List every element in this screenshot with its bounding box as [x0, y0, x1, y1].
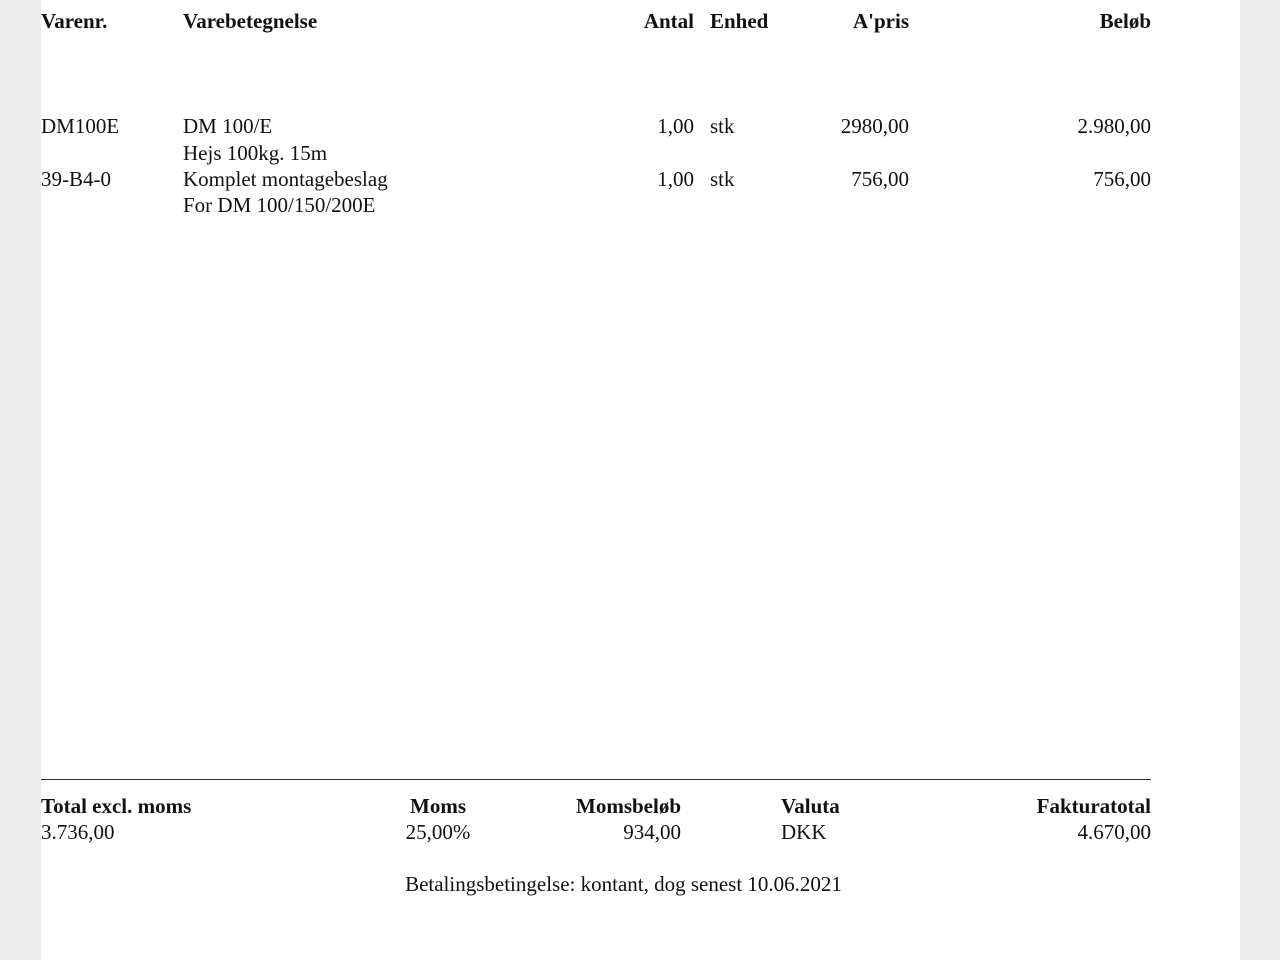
line-quantity: 1,00 — [657, 167, 694, 191]
line-unit: stk — [710, 167, 735, 191]
line-item-no: DM100E — [41, 114, 120, 138]
line-description: DM 100/E — [183, 114, 273, 138]
invoice-total-value: 4.670,00 — [1077, 820, 1151, 844]
vat-label: Moms — [410, 794, 466, 818]
line-item-no: 39-B4-0 — [41, 167, 111, 191]
line-amount: 756,00 — [1093, 167, 1151, 191]
header-description: Varebetegnelse — [183, 9, 318, 33]
header-unit: Enhed — [710, 9, 769, 33]
payment-terms: Betalingsbetingelse: kontant, dog senest 10.06.2021 — [405, 872, 842, 896]
header-amount: Beløb — [1099, 9, 1151, 33]
totals-divider — [41, 779, 1151, 780]
currency-label: Valuta — [781, 794, 840, 818]
invoice-total-label: Fakturatotal — [1036, 794, 1151, 818]
vat-rate-value: 25,00% — [405, 820, 471, 844]
line-unit: stk — [710, 114, 735, 138]
vat-amount-label: Momsbeløb — [576, 794, 681, 818]
line-quantity: 1,00 — [657, 114, 694, 138]
currency-value: DKK — [781, 820, 827, 844]
total-excl-vat-label: Total excl. moms — [41, 794, 192, 818]
line-unit-price: 2980,00 — [840, 114, 909, 138]
header-unit-price: A'pris — [852, 9, 909, 33]
vat-amount-value: 934,00 — [623, 820, 681, 844]
line-amount: 2.980,00 — [1077, 114, 1151, 138]
line-unit-price: 756,00 — [851, 167, 909, 191]
line-description: Komplet montagebeslag — [183, 167, 388, 191]
header-quantity: Antal — [643, 9, 694, 33]
line-description-extra: For DM 100/150/200E — [183, 193, 376, 217]
header-item-no: Varenr. — [41, 9, 108, 33]
invoice-page — [41, 0, 1240, 960]
total-excl-vat-value: 3.736,00 — [41, 820, 115, 844]
line-description-extra: Hejs 100kg. 15m — [183, 141, 328, 165]
